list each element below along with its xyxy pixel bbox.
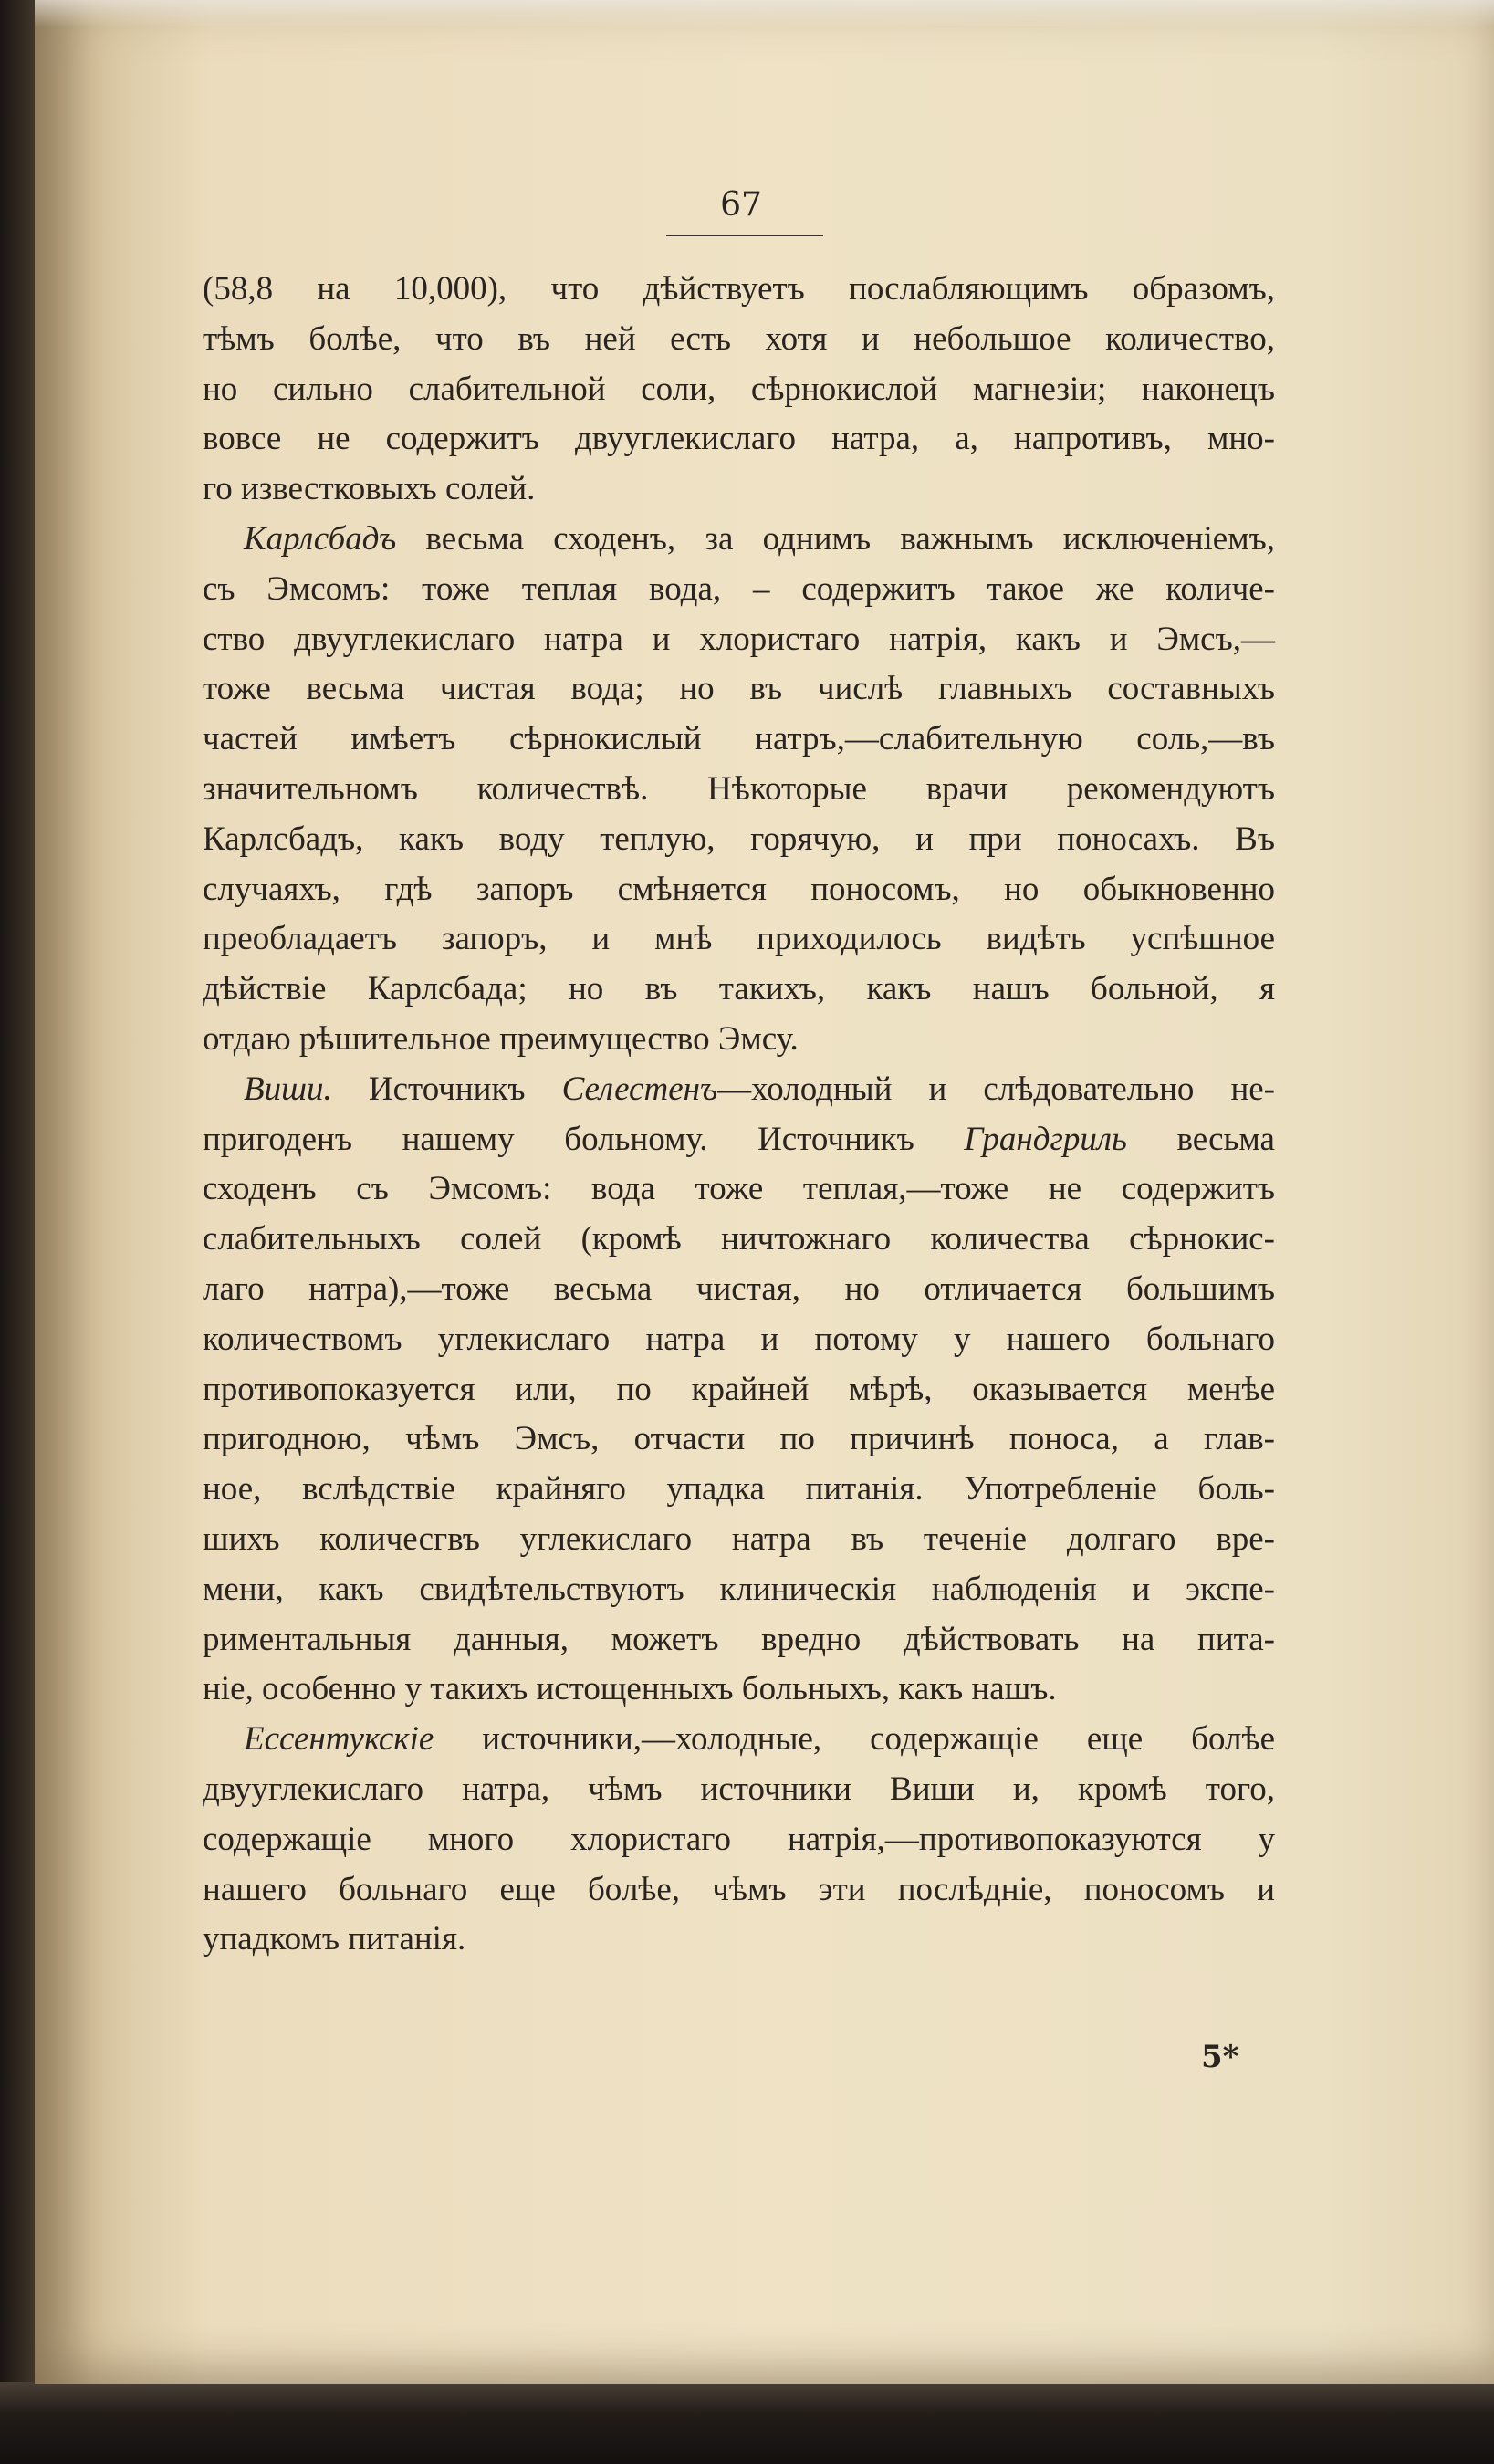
text-run: шихъ количесгвъ углекислаго натра въ теченіе долгаго вре- <box>203 1519 1275 1558</box>
text-line <box>203 565 1275 615</box>
italic-term: Селестенъ <box>561 1070 718 1108</box>
text-line <box>203 865 1275 915</box>
text-line <box>203 1665 1275 1715</box>
text-line <box>203 1865 1275 1916</box>
text-line <box>203 1215 1275 1265</box>
text-run: весьма сходенъ, за однимъ важнымъ исключеніемъ, <box>396 519 1275 558</box>
italic-term: Ессентукскіе <box>244 1720 434 1759</box>
text-run: отдаю рѣшительное преимущество Эмсу. <box>203 1019 799 1058</box>
text-line <box>203 1815 1275 1865</box>
text-run: двууглекислаго натра, чѣмъ источники Виши и, кромѣ того, <box>203 1770 1275 1808</box>
text-run: источники,—холодные, содержащіе еще болѣе <box>434 1720 1275 1759</box>
text-run: —холодный и слѣдовательно не- <box>717 1070 1275 1108</box>
printer-signature-mark: 5* <box>1201 2039 1239 2075</box>
text-line <box>203 715 1275 765</box>
text-line <box>203 1915 1275 1965</box>
text-run: риментальныя данныя, можетъ вредно дѣйствовать на пита- <box>203 1620 1275 1658</box>
text-line <box>203 965 1275 1015</box>
text-line <box>203 465 1275 515</box>
text-run: количествомъ углекислаго натра и потому у нашего больнаго <box>203 1320 1275 1358</box>
book-bottom-edge <box>0 2382 1494 2464</box>
text-run: тоже весьма чистая вода; но въ числѣ главныхъ составныхъ <box>203 670 1275 708</box>
text-run: мени, какъ свидѣтельствуютъ клиническія наблюденія и экспе- <box>203 1570 1275 1608</box>
text-line <box>203 1615 1275 1665</box>
page-number: 67 <box>720 186 762 224</box>
text-run: Карлсбадъ, какъ воду теплую, горячую, и при поносахъ. Въ <box>203 820 1275 858</box>
text-line <box>203 1164 1275 1215</box>
italic-term: Грандгриль <box>964 1120 1127 1158</box>
text-line <box>203 1565 1275 1615</box>
text-run: го известковыхъ солей. <box>203 470 536 508</box>
text-run: (58,8 на 10,000), что дѣйствуетъ послабляющимъ образомъ, <box>203 270 1275 308</box>
text-run: пригодною, чѣмъ Эмсъ, отчасти по причинѣ поноса, а глав- <box>203 1420 1275 1458</box>
text-line <box>203 1015 1275 1065</box>
text-run: но сильно слабительной соли, сѣрнокислой магнезіи; наконецъ <box>203 370 1275 408</box>
text-line <box>203 414 1275 465</box>
text-run: пригоденъ нашему больному. Источникъ <box>203 1120 965 1158</box>
text-run: преобладаетъ запоръ, и мнѣ приходилось видѣть успѣшное <box>203 920 1275 958</box>
text-line <box>203 664 1275 715</box>
text-line <box>203 1715 1275 1765</box>
text-line <box>203 1765 1275 1815</box>
text-run: тѣмъ болѣе, что въ ней есть хотя и небольшое количество, <box>203 319 1275 358</box>
text-run: лаго натра),—тоже весьма чистая, но отличается большимъ <box>203 1269 1275 1308</box>
text-line <box>203 615 1275 665</box>
text-run: противопоказуется или, по крайней мѣрѣ, оказывается менѣе <box>203 1370 1275 1408</box>
text-line <box>203 765 1275 815</box>
text-line <box>203 1065 1275 1115</box>
text-line <box>203 1265 1275 1315</box>
text-line <box>203 815 1275 865</box>
text-run: съ Эмсомъ: тоже теплая вода, – содержитъ такое же количе- <box>203 569 1275 608</box>
text-run: ное, вслѣдствіе крайняго упадка питанія. Употребленіе боль- <box>203 1470 1275 1509</box>
text-run: нашего больнаго еще болѣе, чѣмъ эти послѣдніе, поносомъ и <box>203 1870 1275 1908</box>
text-run: ніе, особенно у такихъ истощенныхъ больныхъ, какъ нашъ. <box>203 1670 1057 1708</box>
italic-term: Карлсбадъ <box>244 519 397 558</box>
text-run: частей имѣетъ сѣрнокислый натръ,—слабительную соль,—въ <box>203 720 1275 758</box>
text-run: весьма <box>1126 1120 1275 1158</box>
text-run: упадкомъ питанія. <box>203 1920 466 1958</box>
text-line <box>203 1465 1275 1515</box>
header-rule <box>666 235 823 236</box>
text-run: Источникъ <box>331 1070 562 1108</box>
text-line <box>203 1365 1275 1415</box>
text-line <box>203 914 1275 965</box>
text-run: сходенъ съ Эмсомъ: вода тоже теплая,—тоже не содержитъ <box>203 1170 1275 1208</box>
text-line <box>203 365 1275 415</box>
text-run: значительномъ количествѣ. Нѣкоторые врачи рекомендуютъ <box>203 769 1275 808</box>
text-line <box>203 1315 1275 1365</box>
italic-term: Виши. <box>244 1070 332 1108</box>
text-run: ство двууглекислаго натра и хлористаго натрія, какъ и Эмсъ,— <box>203 620 1275 658</box>
text-line <box>203 515 1275 565</box>
text-line <box>203 1415 1275 1465</box>
text-run: вовсе не содержитъ двууглекислаго натра, а, напротивъ, мно- <box>203 420 1275 458</box>
text-line <box>203 315 1275 365</box>
body-text <box>203 265 1275 1965</box>
text-run: случаяхъ, гдѣ запоръ смѣняется поносомъ, но обыкновенно <box>203 870 1275 908</box>
text-run: содержащіе много хлористаго натрія,—противопоказуются у <box>203 1820 1275 1858</box>
text-line <box>203 265 1275 315</box>
text-line <box>203 1515 1275 1565</box>
text-line <box>203 1115 1275 1165</box>
text-run: слабительныхъ солей (кромѣ ничтожнаго количества сѣрнокис- <box>203 1220 1275 1258</box>
text-run: дѣйствіе Карлсбада; но въ такихъ, какъ нашъ больной, я <box>203 970 1275 1008</box>
